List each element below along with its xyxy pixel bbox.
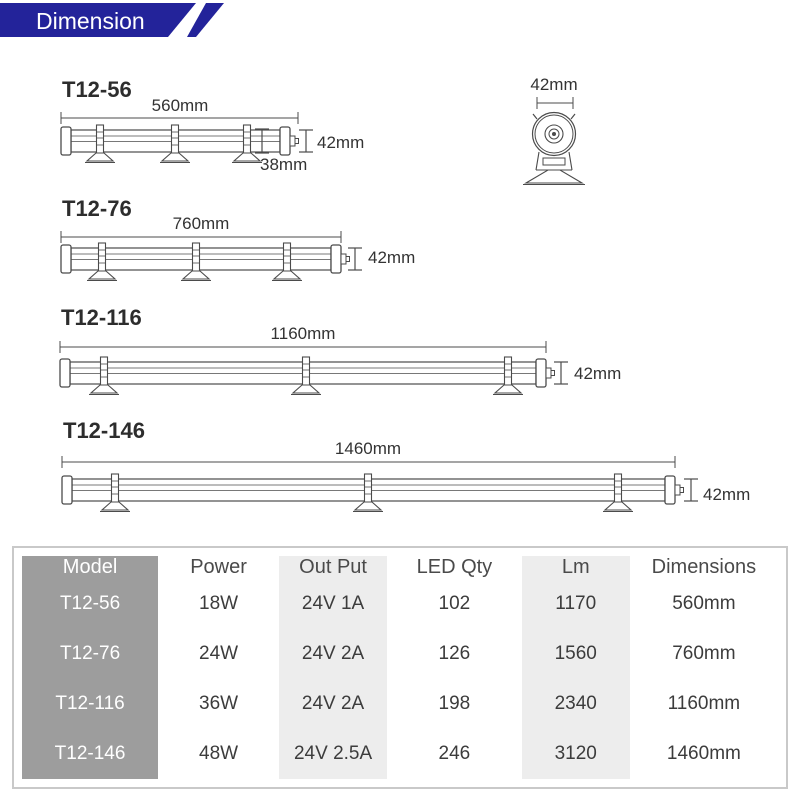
table-cell: 246 <box>387 729 522 779</box>
col-header: LED Qty <box>387 556 522 579</box>
length-label: 1160mm <box>270 324 336 343</box>
height-label: 42mm <box>317 133 365 152</box>
drawing-t12-146 <box>62 418 750 512</box>
table-cell: T12-146 <box>22 729 158 779</box>
table-cell: 1160mm <box>630 679 778 729</box>
model-label: T12-116 <box>61 305 142 330</box>
table-cell: 48W <box>158 729 279 779</box>
table-cell: 1560 <box>522 629 630 679</box>
table-cell: 24V 1A <box>279 579 387 629</box>
table-header-row <box>22 556 778 579</box>
spec-table-wrap <box>12 546 788 789</box>
model-label: T12-146 <box>63 418 145 443</box>
table-cell: 24V 2A <box>279 679 387 729</box>
table-cell: 3120 <box>522 729 630 779</box>
col-header: Model <box>22 556 158 579</box>
table-row <box>22 729 778 779</box>
height-label: 42mm <box>703 485 751 504</box>
table-cell: 102 <box>387 579 522 629</box>
table-cell: 760mm <box>630 629 778 679</box>
length-label: 760mm <box>172 214 230 233</box>
drawing-t12-116 <box>60 305 621 395</box>
model-label: T12-56 <box>62 77 132 102</box>
table-cell: 126 <box>387 629 522 679</box>
end-view-drawing <box>523 97 585 185</box>
table-cell: T12-76 <box>22 629 158 679</box>
table-cell: 24V 2A <box>279 629 387 679</box>
height-alt-label: 38mm <box>260 155 308 174</box>
end-width-label: 42mm <box>530 75 578 94</box>
table-cell: 1460mm <box>630 729 778 779</box>
tube-drawing <box>62 456 698 512</box>
length-label: 1460mm <box>334 439 402 458</box>
col-header: Power <box>158 556 279 579</box>
col-header: Out Put <box>279 556 387 579</box>
height-label: 42mm <box>368 248 416 267</box>
table-cell: 18W <box>158 579 279 629</box>
drawing-t12-76 <box>61 196 415 281</box>
spec-table <box>22 556 778 779</box>
drawing-t12-56 <box>61 77 364 174</box>
table-row <box>22 679 778 729</box>
tube-drawing <box>60 341 568 395</box>
model-label: T12-76 <box>62 196 132 221</box>
table-cell: 2340 <box>522 679 630 729</box>
end-view <box>523 75 585 185</box>
table-cell: 24V 2.5A <box>279 729 387 779</box>
col-header: Dimensions <box>630 556 778 579</box>
table-cell: 36W <box>158 679 279 729</box>
tube-drawing <box>61 231 362 281</box>
table-row <box>22 579 778 629</box>
table-cell: T12-116 <box>22 679 158 729</box>
height-label: 42mm <box>574 364 622 383</box>
table-cell: 560mm <box>630 579 778 629</box>
table-cell: 24W <box>158 629 279 679</box>
table-cell: 1170 <box>522 579 630 629</box>
table-row <box>22 629 778 679</box>
col-header: Lm <box>522 556 630 579</box>
banner-title: Dimension <box>36 8 145 34</box>
length-label: 560mm <box>151 96 209 115</box>
table-cell: 198 <box>387 679 522 729</box>
table-cell: T12-56 <box>22 579 158 629</box>
